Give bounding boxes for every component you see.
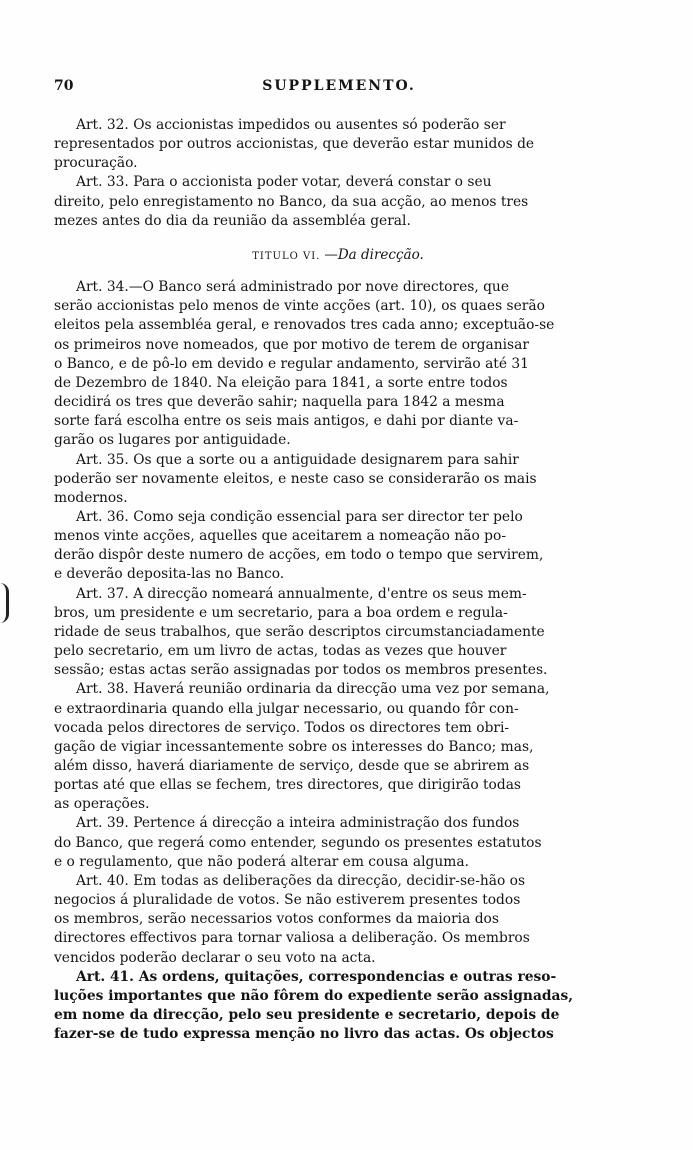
body-text xyxy=(54,116,622,1044)
text-line: além disso, haverá diariamente de serviço, desde que se abrirem as xyxy=(54,758,530,774)
text-line: sorte fará escolha entre os seis mais antigos, e dahi por diante va- xyxy=(54,413,519,430)
text-line: derão dispôr deste numero de acções, em todo o tempo que servirem, xyxy=(54,547,544,564)
article-36 xyxy=(54,508,622,585)
article-38 xyxy=(54,680,622,814)
text-line: e extraordinaria quando ella julgar necessario, ou quando fôr con- xyxy=(54,700,519,717)
text-line: Art. 40. Em todas as deliberações da direcção, decidir-se-hão os xyxy=(76,872,526,889)
text-line: portas até que ellas se fechem, tres directores, que dirigirão todas xyxy=(54,777,522,794)
page-header xyxy=(54,78,624,98)
text-line: directores effectivos para tornar valiosa a deliberação. Os membros xyxy=(54,930,530,947)
text-line: menos vinte acções, aquelles que aceitarem a nomeação não po- xyxy=(54,528,506,545)
section-heading xyxy=(54,245,622,266)
text-line: luções importantes que não fôrem do expediente serão assignadas, xyxy=(54,987,574,1004)
page-number: 70 xyxy=(54,78,74,94)
text-line: Art. 39. Pertence á direcção a inteira administração dos fundos xyxy=(76,815,520,832)
text-line: vencidos poderão declarar o seu voto na acta. xyxy=(54,949,376,966)
page-edge-mark xyxy=(0,583,9,623)
text-line: e o regulamento, que não poderá alterar em cousa alguma. xyxy=(54,853,469,870)
text-line: de Dezembro de 1840. Na eleição para 1841, a sorte entre todos xyxy=(54,374,508,391)
text-line: os membros, serão necessarios votos conformes da maioria dos xyxy=(54,911,499,928)
text-line: e deverão deposita-las no Banco. xyxy=(54,566,285,583)
text-line: Art. 41. As ordens, quitações, correspondencias e outras reso- xyxy=(76,968,557,985)
article-34 xyxy=(54,278,622,450)
text-line: os primeiros nove nomeados, que por motivo de terem de organisar xyxy=(54,336,529,353)
text-line: em nome da direcção, pelo seu presidente e secretario, depois de xyxy=(54,1007,560,1024)
text-line: direito, pelo enregistamento no Banco, da sua acção, ao menos tres xyxy=(54,193,529,210)
section-heading-title: —Da direcção. xyxy=(324,246,424,263)
text-line: modernos. xyxy=(54,489,128,506)
article-32 xyxy=(54,116,622,173)
section-heading-label: TITULO VI. xyxy=(252,250,321,262)
running-title: SUPPLEMENTO. xyxy=(262,78,416,94)
text-line: o Banco, e de pô-lo em devido e regular andamento, servirão até 31 xyxy=(54,355,529,372)
article-40 xyxy=(54,872,622,968)
text-line: poderão ser novamente eleitos, e neste caso se considerarão os mais xyxy=(54,470,537,487)
text-line: Art. 34.—O Banco será administrado por nove directores, que xyxy=(76,279,509,296)
article-37 xyxy=(54,585,622,681)
text-line: Art. 33. Para o accionista poder votar, deverá constar o seu xyxy=(76,174,492,191)
text-line: garão os lugares por antiguidade. xyxy=(54,432,291,449)
text-line: procuração. xyxy=(54,155,138,172)
text-line: Art. 37. A direcção nomeará annualmente, d'entre os seus mem- xyxy=(76,585,527,602)
text-line: mezes antes do dia da reunião da assembléa geral. xyxy=(54,212,411,229)
text-line: Art. 36. Como seja condição essencial para ser director ter pelo xyxy=(76,508,523,525)
text-line: as operações. xyxy=(54,796,150,813)
article-41 xyxy=(54,968,622,1045)
text-line: eleitos pela assembléa geral, e renovados tres cada anno; exceptuão-se xyxy=(54,317,555,334)
text-line: do Banco, que regerá como entender, segundo os presentes estatutos xyxy=(54,834,542,851)
text-line: vocada pelos directores de serviço. Todos os directores tem obri- xyxy=(54,719,510,736)
text-line: decidirá os tres que deverão sahir; naquella para 1842 a mesma xyxy=(54,394,505,411)
text-line: ridade de seus trabalhos, que serão descriptos circumstanciadamente xyxy=(54,623,545,640)
text-line: gação de vigiar incessantemente sobre os interesses do Banco; mas, xyxy=(54,738,534,755)
text-line: serão accionistas pelo menos de vinte acções (art. 10), os quaes serão xyxy=(54,298,545,315)
text-line: fazer-se de tudo expressa menção no livro das actas. Os objectos xyxy=(54,1026,554,1043)
article-35 xyxy=(54,451,622,508)
text-line: Art. 35. Os que a sorte ou a antiguidade designarem para sahir xyxy=(76,451,519,468)
text-line: pelo secretario, em um livro de actas, todas as vezes que houver xyxy=(54,643,507,660)
text-line: sessão; estas actas serão assignadas por todos os membros presentes. xyxy=(54,662,548,679)
text-line: bros, um presidente e um secretario, para a boa ordem e regula- xyxy=(54,604,508,621)
text-line: Art. 32. Os accionistas impedidos ou ausentes só poderão ser xyxy=(76,117,506,133)
article-33 xyxy=(54,173,622,230)
article-39 xyxy=(54,814,622,871)
text-line: representados por outros accionistas, que deverão estar munidos de xyxy=(54,136,535,153)
text-line: negocios á pluralidade de votos. Se não estiverem presentes todos xyxy=(54,892,521,909)
text-line: Art. 38. Haverá reunião ordinaria da direcção uma vez por semana, xyxy=(76,681,550,698)
